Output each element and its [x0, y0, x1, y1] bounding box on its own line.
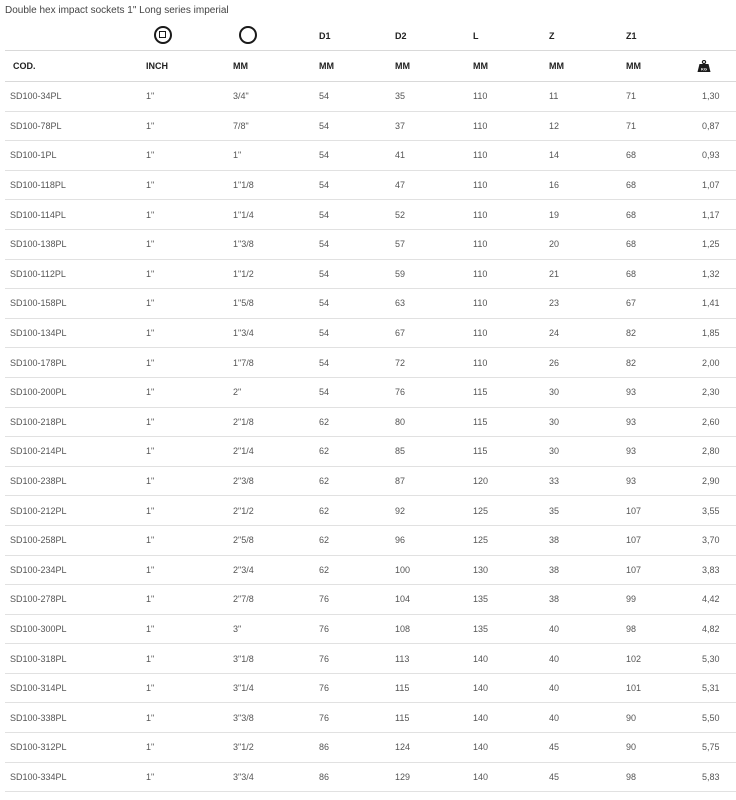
cell-size: 3" — [228, 614, 310, 644]
header-socket-size — [228, 21, 310, 51]
table-caption: Double hex impact sockets 1" Long series imperial — [5, 5, 229, 16]
cell-z1: 90 — [617, 733, 693, 763]
cell-drive-inch: 1" — [137, 229, 228, 259]
cell-d2: 59 — [386, 259, 464, 289]
cell-code: SD100-214PL — [5, 437, 137, 467]
header-d1: D1 — [310, 21, 386, 51]
cell-weight: 2,60 — [693, 407, 736, 437]
cell-d1: 54 — [310, 229, 386, 259]
cell-z: 35 — [540, 496, 617, 526]
cell-code: SD100-318PL — [5, 644, 137, 674]
cell-drive-inch: 1" — [137, 348, 228, 378]
cell-weight: 3,83 — [693, 555, 736, 585]
unit-header-row — [5, 51, 736, 82]
cell-z: 38 — [540, 525, 617, 555]
header-d2: D2 — [386, 21, 464, 51]
table-row — [5, 407, 736, 437]
table-row — [5, 377, 736, 407]
cell-size: 1"3/4 — [228, 318, 310, 348]
table-row — [5, 496, 736, 526]
cell-drive-inch: 1" — [137, 585, 228, 615]
cell-z1: 82 — [617, 348, 693, 378]
cell-d2: 47 — [386, 170, 464, 200]
cell-z: 45 — [540, 733, 617, 763]
cell-d1: 62 — [310, 496, 386, 526]
cell-size: 7/8" — [228, 111, 310, 141]
cell-d2: 104 — [386, 585, 464, 615]
cell-z1: 93 — [617, 377, 693, 407]
cell-code: SD100-258PL — [5, 525, 137, 555]
cell-size: 1"5/8 — [228, 289, 310, 319]
header-cod: COD. — [5, 51, 137, 82]
cell-l: 110 — [464, 111, 540, 141]
cell-drive-inch: 1" — [137, 437, 228, 467]
cell-size: 3"1/2 — [228, 733, 310, 763]
cell-d1: 54 — [310, 318, 386, 348]
cell-d2: 113 — [386, 644, 464, 674]
cell-l: 110 — [464, 200, 540, 230]
cell-size: 3/4" — [228, 82, 310, 112]
cell-drive-inch: 1" — [137, 170, 228, 200]
cell-l: 110 — [464, 141, 540, 171]
cell-z: 40 — [540, 703, 617, 733]
cell-code: SD100-134PL — [5, 318, 137, 348]
cell-weight: 0,87 — [693, 111, 736, 141]
cell-drive-inch: 1" — [137, 259, 228, 289]
cell-d2: 63 — [386, 289, 464, 319]
cell-z: 40 — [540, 614, 617, 644]
cell-d1: 86 — [310, 762, 386, 792]
cell-d1: 54 — [310, 141, 386, 171]
cell-size: 2" — [228, 377, 310, 407]
cell-d2: 72 — [386, 348, 464, 378]
table-row — [5, 644, 736, 674]
cell-drive-inch: 1" — [137, 318, 228, 348]
socket-ring-icon — [239, 26, 257, 44]
weight-kg-icon — [697, 60, 711, 72]
cell-d2: 57 — [386, 229, 464, 259]
cell-z: 20 — [540, 229, 617, 259]
cell-z1: 98 — [617, 614, 693, 644]
cell-drive-inch: 1" — [137, 407, 228, 437]
cell-d1: 54 — [310, 289, 386, 319]
cell-l: 110 — [464, 318, 540, 348]
cell-code: SD100-218PL — [5, 407, 137, 437]
cell-z1: 68 — [617, 229, 693, 259]
header-l: L — [464, 21, 540, 51]
cell-d2: 37 — [386, 111, 464, 141]
cell-d1: 86 — [310, 733, 386, 763]
cell-d2: 85 — [386, 437, 464, 467]
cell-z: 30 — [540, 377, 617, 407]
cell-l: 125 — [464, 496, 540, 526]
cell-code: SD100-178PL — [5, 348, 137, 378]
cell-d2: 35 — [386, 82, 464, 112]
cell-d1: 76 — [310, 644, 386, 674]
cell-l: 115 — [464, 437, 540, 467]
cell-d2: 41 — [386, 141, 464, 171]
cell-d1: 54 — [310, 111, 386, 141]
cell-z: 14 — [540, 141, 617, 171]
cell-d2: 92 — [386, 496, 464, 526]
cell-code: SD100-1PL — [5, 141, 137, 171]
cell-d2: 67 — [386, 318, 464, 348]
cell-l: 135 — [464, 585, 540, 615]
cell-d2: 115 — [386, 703, 464, 733]
cell-d1: 54 — [310, 259, 386, 289]
cell-weight: 1,85 — [693, 318, 736, 348]
cell-d1: 62 — [310, 407, 386, 437]
cell-drive-inch: 1" — [137, 141, 228, 171]
header-weight — [693, 51, 736, 82]
cell-code: SD100-114PL — [5, 200, 137, 230]
header-z1: Z1 — [617, 21, 693, 51]
cell-weight: 1,25 — [693, 229, 736, 259]
cell-size: 2"1/8 — [228, 407, 310, 437]
cell-z1: 107 — [617, 496, 693, 526]
table-row — [5, 141, 736, 171]
cell-z: 19 — [540, 200, 617, 230]
table-row — [5, 348, 736, 378]
cell-z1: 93 — [617, 437, 693, 467]
cell-z1: 93 — [617, 407, 693, 437]
cell-z: 38 — [540, 555, 617, 585]
cell-size: 2"1/2 — [228, 496, 310, 526]
cell-size: 2"1/4 — [228, 437, 310, 467]
cell-weight: 5,30 — [693, 644, 736, 674]
cell-drive-inch: 1" — [137, 614, 228, 644]
cell-d1: 62 — [310, 466, 386, 496]
cell-d1: 76 — [310, 614, 386, 644]
cell-d2: 96 — [386, 525, 464, 555]
cell-size: 2"7/8 — [228, 585, 310, 615]
table-row — [5, 318, 736, 348]
cell-d1: 54 — [310, 377, 386, 407]
table-row — [5, 170, 736, 200]
cell-weight: 3,55 — [693, 496, 736, 526]
product-table — [5, 21, 736, 792]
cell-z: 30 — [540, 407, 617, 437]
cell-d1: 54 — [310, 348, 386, 378]
cell-code: SD100-314PL — [5, 673, 137, 703]
cell-d1: 76 — [310, 703, 386, 733]
cell-d2: 52 — [386, 200, 464, 230]
cell-weight: 1,32 — [693, 259, 736, 289]
cell-code: SD100-78PL — [5, 111, 137, 141]
cell-d1: 62 — [310, 555, 386, 585]
cell-weight: 1,30 — [693, 82, 736, 112]
cell-drive-inch: 1" — [137, 111, 228, 141]
cell-z: 45 — [540, 762, 617, 792]
cell-drive-inch: 1" — [137, 496, 228, 526]
cell-drive-inch: 1" — [137, 703, 228, 733]
cell-z1: 67 — [617, 289, 693, 319]
cell-size: 3"3/4 — [228, 762, 310, 792]
cell-z: 38 — [540, 585, 617, 615]
cell-l: 110 — [464, 348, 540, 378]
cell-z1: 93 — [617, 466, 693, 496]
header-square-drive — [137, 21, 228, 51]
cell-d2: 115 — [386, 673, 464, 703]
cell-size: 2"5/8 — [228, 525, 310, 555]
cell-d2: 76 — [386, 377, 464, 407]
cell-code: SD100-34PL — [5, 82, 137, 112]
icon-header-row — [5, 21, 736, 51]
table-row — [5, 614, 736, 644]
header-mm-l: MM — [464, 51, 540, 82]
cell-z: 40 — [540, 644, 617, 674]
cell-code: SD100-234PL — [5, 555, 137, 585]
cell-l: 110 — [464, 289, 540, 319]
cell-z1: 102 — [617, 644, 693, 674]
cell-d2: 87 — [386, 466, 464, 496]
cell-code: SD100-200PL — [5, 377, 137, 407]
table-row — [5, 555, 736, 585]
cell-l: 135 — [464, 614, 540, 644]
cell-l: 110 — [464, 82, 540, 112]
cell-d2: 108 — [386, 614, 464, 644]
cell-weight: 5,75 — [693, 733, 736, 763]
cell-drive-inch: 1" — [137, 200, 228, 230]
cell-l: 130 — [464, 555, 540, 585]
table-row — [5, 585, 736, 615]
cell-code: SD100-334PL — [5, 762, 137, 792]
cell-d1: 62 — [310, 437, 386, 467]
cell-code: SD100-138PL — [5, 229, 137, 259]
cell-weight: 5,50 — [693, 703, 736, 733]
table-row — [5, 289, 736, 319]
cell-z: 11 — [540, 82, 617, 112]
table-row — [5, 466, 736, 496]
cell-l: 110 — [464, 259, 540, 289]
cell-weight: 1,17 — [693, 200, 736, 230]
cell-z: 30 — [540, 437, 617, 467]
cell-z1: 98 — [617, 762, 693, 792]
cell-z1: 82 — [617, 318, 693, 348]
cell-weight: 0,93 — [693, 141, 736, 171]
cell-size: 3"1/8 — [228, 644, 310, 674]
cell-z1: 107 — [617, 525, 693, 555]
cell-l: 140 — [464, 673, 540, 703]
cell-d2: 100 — [386, 555, 464, 585]
cell-l: 120 — [464, 466, 540, 496]
cell-drive-inch: 1" — [137, 289, 228, 319]
cell-weight: 2,90 — [693, 466, 736, 496]
cell-code: SD100-112PL — [5, 259, 137, 289]
cell-size: 3"1/4 — [228, 673, 310, 703]
cell-size: 1"7/8 — [228, 348, 310, 378]
cell-size: 2"3/4 — [228, 555, 310, 585]
cell-code: SD100-300PL — [5, 614, 137, 644]
cell-drive-inch: 1" — [137, 525, 228, 555]
cell-l: 110 — [464, 229, 540, 259]
header-mm-d2: MM — [386, 51, 464, 82]
cell-code: SD100-312PL — [5, 733, 137, 763]
table-row — [5, 200, 736, 230]
cell-drive-inch: 1" — [137, 733, 228, 763]
cell-z: 26 — [540, 348, 617, 378]
cell-d2: 124 — [386, 733, 464, 763]
cell-z1: 71 — [617, 111, 693, 141]
header-z: Z — [540, 21, 617, 51]
cell-z1: 68 — [617, 259, 693, 289]
cell-size: 1"3/8 — [228, 229, 310, 259]
cell-z: 24 — [540, 318, 617, 348]
header-mm-z1: MM — [617, 51, 693, 82]
cell-size: 1"1/4 — [228, 200, 310, 230]
cell-drive-inch: 1" — [137, 762, 228, 792]
cell-weight: 5,31 — [693, 673, 736, 703]
svg-text:KG: KG — [701, 66, 707, 72]
cell-l: 115 — [464, 407, 540, 437]
cell-z1: 99 — [617, 585, 693, 615]
cell-l: 140 — [464, 703, 540, 733]
cell-z: 16 — [540, 170, 617, 200]
header-mm-size: MM — [228, 51, 310, 82]
cell-weight: 3,70 — [693, 525, 736, 555]
cell-z: 40 — [540, 673, 617, 703]
cell-l: 140 — [464, 644, 540, 674]
table-row — [5, 259, 736, 289]
cell-code: SD100-338PL — [5, 703, 137, 733]
cell-l: 110 — [464, 170, 540, 200]
cell-drive-inch: 1" — [137, 377, 228, 407]
cell-drive-inch: 1" — [137, 673, 228, 703]
cell-code: SD100-118PL — [5, 170, 137, 200]
cell-code: SD100-212PL — [5, 496, 137, 526]
header-mm-d1: MM — [310, 51, 386, 82]
table-body — [5, 82, 736, 792]
header-blank — [5, 21, 137, 51]
cell-z1: 101 — [617, 673, 693, 703]
cell-z1: 68 — [617, 170, 693, 200]
cell-weight: 2,00 — [693, 348, 736, 378]
cell-weight: 2,80 — [693, 437, 736, 467]
cell-z1: 107 — [617, 555, 693, 585]
cell-d2: 80 — [386, 407, 464, 437]
cell-z1: 71 — [617, 82, 693, 112]
table-row — [5, 229, 736, 259]
cell-z1: 68 — [617, 141, 693, 171]
cell-drive-inch: 1" — [137, 644, 228, 674]
header-mm-z: MM — [540, 51, 617, 82]
cell-l: 115 — [464, 377, 540, 407]
table-row — [5, 703, 736, 733]
cell-size: 3"3/8 — [228, 703, 310, 733]
cell-weight: 4,82 — [693, 614, 736, 644]
cell-d1: 76 — [310, 585, 386, 615]
cell-z: 12 — [540, 111, 617, 141]
cell-size: 1"1/2 — [228, 259, 310, 289]
cell-d1: 62 — [310, 525, 386, 555]
table-row — [5, 673, 736, 703]
cell-d1: 76 — [310, 673, 386, 703]
header-blank-end — [693, 21, 736, 51]
cell-l: 140 — [464, 762, 540, 792]
cell-z1: 90 — [617, 703, 693, 733]
cell-weight: 1,07 — [693, 170, 736, 200]
cell-z: 23 — [540, 289, 617, 319]
cell-code: SD100-278PL — [5, 585, 137, 615]
cell-drive-inch: 1" — [137, 82, 228, 112]
cell-l: 125 — [464, 525, 540, 555]
cell-d1: 54 — [310, 170, 386, 200]
cell-weight: 1,41 — [693, 289, 736, 319]
cell-z1: 68 — [617, 200, 693, 230]
square-drive-icon — [154, 26, 172, 44]
cell-size: 2"3/8 — [228, 466, 310, 496]
table-row — [5, 733, 736, 763]
cell-d1: 54 — [310, 82, 386, 112]
cell-d1: 54 — [310, 200, 386, 230]
table-row — [5, 111, 736, 141]
header-inch: INCH — [137, 51, 228, 82]
table-row — [5, 82, 736, 112]
cell-size: 1"1/8 — [228, 170, 310, 200]
cell-size: 1" — [228, 141, 310, 171]
cell-weight: 2,30 — [693, 377, 736, 407]
cell-l: 140 — [464, 733, 540, 763]
cell-z: 33 — [540, 466, 617, 496]
cell-weight: 5,83 — [693, 762, 736, 792]
cell-weight: 4,42 — [693, 585, 736, 615]
cell-drive-inch: 1" — [137, 555, 228, 585]
cell-code: SD100-238PL — [5, 466, 137, 496]
cell-d2: 129 — [386, 762, 464, 792]
table-row — [5, 437, 736, 467]
cell-z: 21 — [540, 259, 617, 289]
table-row — [5, 525, 736, 555]
cell-code: SD100-158PL — [5, 289, 137, 319]
cell-drive-inch: 1" — [137, 466, 228, 496]
table-row — [5, 762, 736, 792]
